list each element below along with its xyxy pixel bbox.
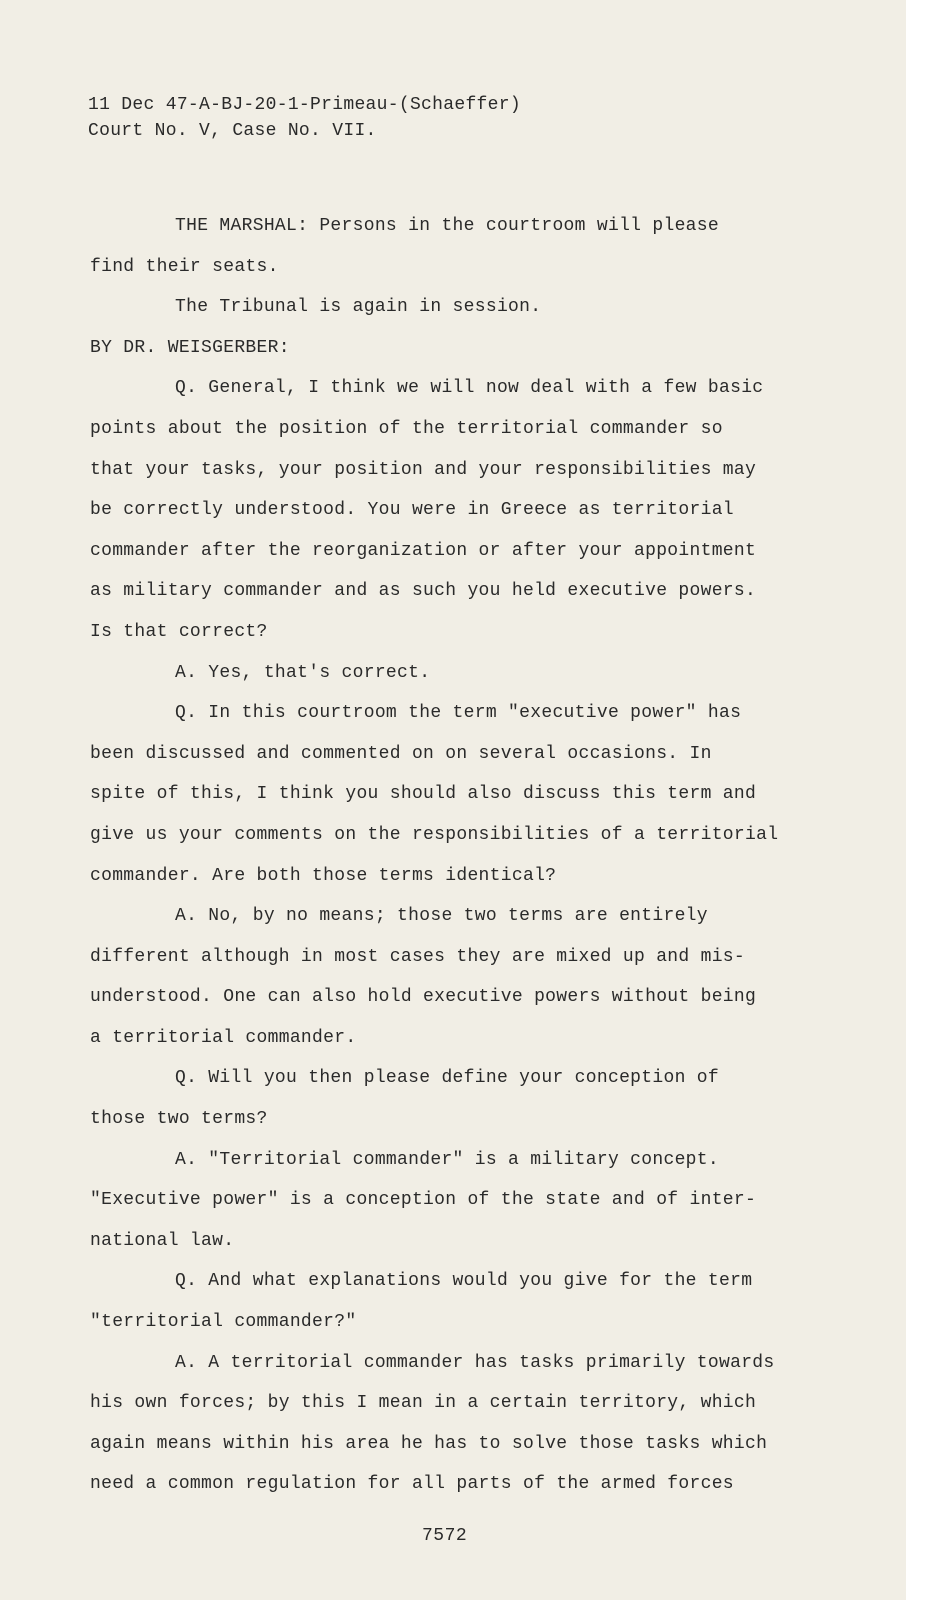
transcript-line: The Tribunal is again in session. [175, 297, 542, 318]
transcript-line: BY DR. WEISGERBER: [90, 337, 290, 358]
transcript-line: Is that correct? [90, 621, 268, 642]
transcript-line: national law. [90, 1230, 235, 1251]
transcript-line: different although in most cases they are mixed up and mis- [90, 946, 746, 967]
transcript-line: find their seats. [90, 256, 279, 277]
transcript-line: Q. General, I think we will now deal with a few basic [175, 378, 764, 399]
transcript-line: be correctly understood. You were in Greece as territorial [90, 500, 734, 521]
page-number: 7572 [422, 1526, 468, 1546]
transcript-line: "territorial commander?" [90, 1312, 357, 1333]
transcript-line: that your tasks, your position and your responsibilities may [90, 459, 757, 480]
header-court-line: Court No. V, Case No. VII. [88, 121, 377, 141]
transcript-line: A. No, by no means; those two terms are entirely [175, 906, 708, 927]
transcript-line: "Executive power" is a conception of the state and of inter- [90, 1190, 757, 1211]
transcript-line: understood. One can also hold executive powers without being [90, 987, 757, 1008]
transcript-line: give us your comments on the responsibilities of a territorial [90, 824, 779, 845]
transcript-line: Q. In this courtroom the term "executive power" has [175, 703, 742, 724]
transcript-line: A. Yes, that's correct. [175, 662, 431, 683]
transcript-line: his own forces; by this I mean in a certain territory, which [90, 1393, 757, 1414]
transcript-line: Q. And what explanations would you give for the term [175, 1271, 753, 1292]
header-reference-line: 11 Dec 47-A-BJ-20-1-Primeau-(Schaeffer) [88, 95, 521, 115]
transcript-line: been discussed and commented on on several occasions. In [90, 743, 712, 764]
transcript-line: a territorial commander. [90, 1027, 357, 1048]
document-header [88, 92, 521, 144]
page-edge [906, 0, 925, 1600]
transcript-line: points about the position of the territorial commander so [90, 418, 723, 439]
transcript-line: A. "Territorial commander" is a military concept. [175, 1149, 719, 1170]
transcript-line: A. A territorial commander has tasks primarily towards [175, 1352, 775, 1373]
transcript-line: commander after the reorganization or after your appointment [90, 540, 757, 561]
transcript-line: spite of this, I think you should also discuss this term and [90, 784, 757, 805]
transcript-line: commander. Are both those terms identical? [90, 865, 557, 886]
transcript-body [90, 206, 860, 1505]
transcript-line: as military commander and as such you held executive powers. [90, 581, 757, 602]
transcript-line: THE MARSHAL: Persons in the courtroom will please [175, 216, 719, 236]
transcript-line: those two terms? [90, 1109, 268, 1130]
transcript-line: Q. Will you then please define your conception of [175, 1068, 719, 1089]
transcript-line: again means within his area he has to solve those tasks which [90, 1433, 768, 1454]
transcript-line: need a common regulation for all parts of the armed forces [90, 1474, 734, 1495]
